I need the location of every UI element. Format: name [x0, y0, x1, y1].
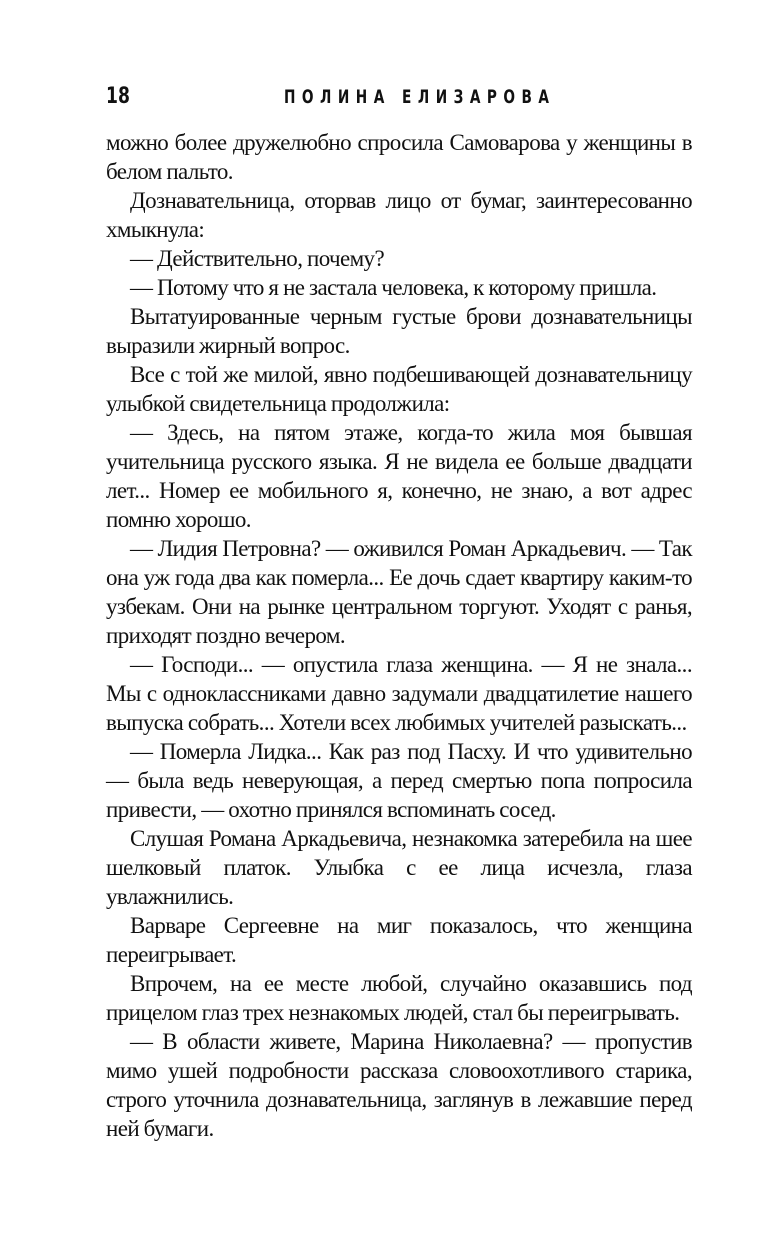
paragraph: можно более дружелюбно спросила Самоварова у женщины в белом пальто. [106, 130, 692, 184]
running-head [106, 82, 692, 112]
body-text [106, 128, 692, 1143]
paragraph: — В области живете, Марина Николаевна? — пропустив мимо ушей подробности рассказа словоохотливого старика, строго уточнила дознавательница, заглянув в лежавшие перед ней бумаги. [106, 1029, 692, 1141]
paragraph: Все с той же милой, явно подбешивающей дознавательницу улыбкой свидетельница продолжила: [106, 362, 692, 416]
paragraph: Слушая Романа Аркадьевича, незнакомка затеребила на шее шелковый платок. Улыбка с ее лица исчезла, глаза увлажнились. [106, 826, 692, 909]
paragraph: Дознавательница, оторвав лицо от бумаг, заинтересованно хмыкнула: [106, 188, 692, 242]
paragraph: — Господи... — опустила глаза женщина. — Я не знала... Мы с одноклассниками давно задумали двадцатилетие нашего выпуска собрать... Хотели всех любимых учителей разыскать... [106, 652, 692, 735]
paragraph: Варваре Сергеевне на миг показалось, что женщина переигрывает. [106, 913, 692, 967]
page-number: 18 [106, 84, 130, 109]
paragraph: — Потому что я не застала человека, к которому пришла. [130, 275, 657, 300]
paragraph: — Лидия Петровна? — оживился Роман Аркадьевич. — Так она уж года два как померла... Ее дочь сдает квартиру каким-то узбекам. Они на рынке центральном торгуют. Уходят с ранья, приходят поздно вечером. [106, 536, 692, 648]
author-name: ПОЛИНА ЕЛИЗАРОВА [284, 86, 556, 108]
paragraph: — Померла Лидка... Как раз под Пасху. И что удивительно — была ведь неверующая, а перед смертью попа попросила привести, — охотно принялся вспоминать сосед. [106, 739, 692, 822]
paragraph: — Здесь, на пятом этаже, когда-то жила моя бывшая учительница русского языка. Я не видела ее больше двадцати лет... Номер ее мобильного я, конечно, не знаю, а вот адрес помню хорошо. [106, 420, 692, 532]
paragraph: Вытатуированные черным густые брови дознавательницы выразили жирный вопрос. [106, 304, 692, 358]
paragraph: Впрочем, на ее месте любой, случайно оказавшись под прицелом глаз трех незнакомых людей, стал бы переигрывать. [106, 971, 692, 1025]
paragraph: — Действительно, почему? [130, 246, 385, 271]
